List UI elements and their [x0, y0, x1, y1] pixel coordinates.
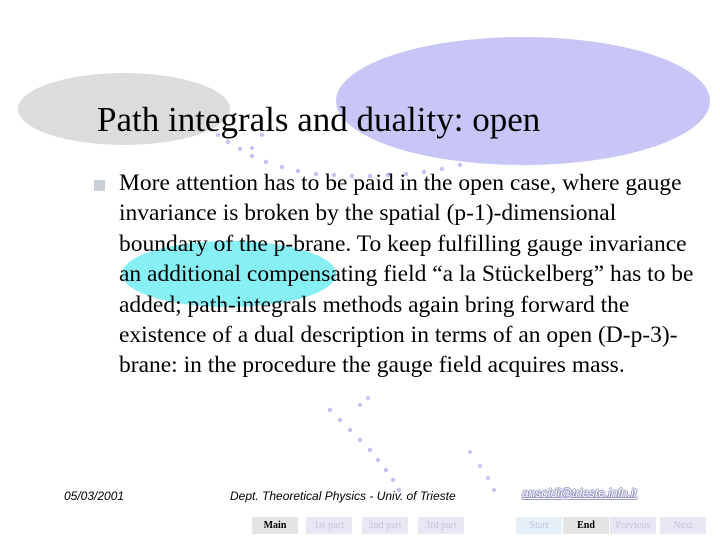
nav-part3-label: 3rd part: [425, 520, 457, 531]
nav-next-label: Next: [673, 520, 693, 531]
nav-next-button[interactable]: [660, 517, 706, 534]
nav-part1-label: 1st part: [314, 520, 344, 531]
nav-start-button[interactable]: [516, 517, 562, 534]
nav-previous-button[interactable]: [610, 517, 656, 534]
bullet-square-icon: [94, 180, 105, 191]
nav-main-label: Main: [263, 520, 287, 531]
footer-department: Dept. Theoretical Physics - Univ. of Trieste: [230, 489, 456, 503]
slide-title: Path integrals and duality: open: [97, 100, 541, 139]
nav-part1-button[interactable]: [306, 517, 352, 534]
nav-part3-button[interactable]: [418, 517, 464, 534]
slide-body-text: More attention has to be paid in the open case, where gauge invariance is broken by the spatial (p-1)-dimensional boundary of the p-brane. To keep fulfilling gauge invariance an additional compensating field “a la Stückelberg” has to be added; path-integrals methods again bring forward the existence of a dual description in terms of an open (D-p-3)-brane: in the procedure the gauge field acquires mass.: [119, 170, 694, 379]
footer-date: 05/03/2001: [64, 489, 125, 503]
nav-start-label: Start: [529, 520, 549, 531]
nav-main-button[interactable]: [252, 517, 298, 534]
nav-end-label: End: [577, 520, 595, 531]
footer-email-link[interactable]: ansoldi@trieste.infn.it: [522, 486, 637, 500]
nav-part2-label: 2nd part: [368, 520, 402, 531]
nav-previous-label: Previous: [615, 520, 651, 531]
nav-part2-button[interactable]: [362, 517, 408, 534]
nav-end-button[interactable]: [563, 517, 609, 534]
